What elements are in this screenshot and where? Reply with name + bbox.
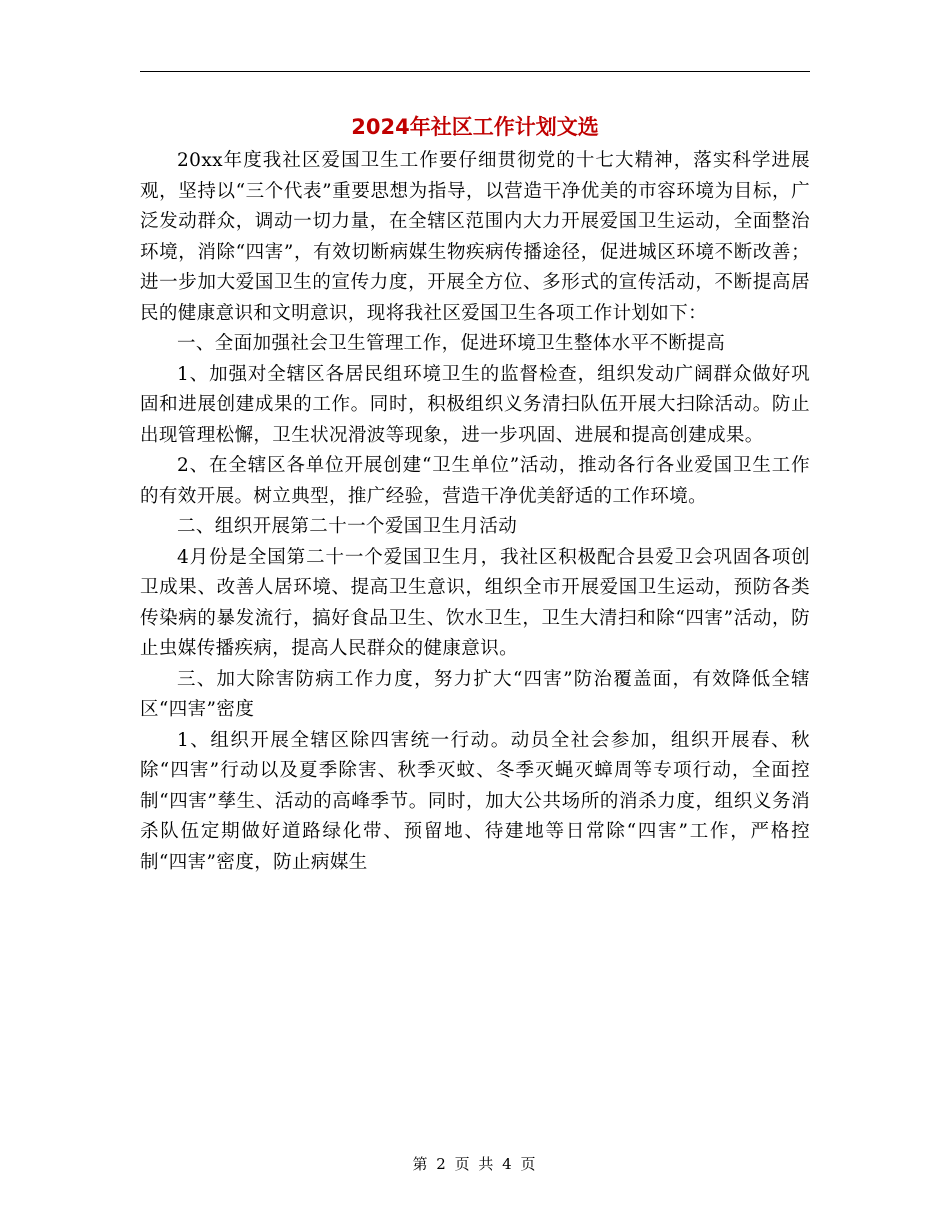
heading-section-2: 二、组织开展第二十一个爱国卫生月活动 [177, 516, 518, 537]
paragraph-item-1-2: 2、在全辖区各单位开展创建“卫生单位”活动，推动各行各业爱国卫生工作的有效开展。树立典型，推广经验，营造干净优美舒适的工作环境。 [140, 455, 810, 507]
heading-section-3: 三、加大除害防病工作力度，努力扩大“四害”防治覆盖面，有效降低全辖区“四害”密度 [140, 668, 810, 720]
document-title: 2024年社区工作计划文选 [351, 115, 599, 139]
heading-section-1: 一、全面加强社会卫生管理工作，促进环境卫生整体水平不断提高 [177, 333, 726, 354]
header-rule [140, 71, 810, 72]
paragraph-item-3-1: 1、组织开展全辖区除四害统一行动。动员全社会参加，组织开展春、秋除“四害”行动以及夏季除害、秋季灭蚊、冬季灭蝇灭蟑周等专项行动，全面控制“四害”孳生、活动的高峰季节。同时，加大公共场所的消杀力度，组织义务消杀队伍定期做好道路绿化带、预留地、待建地等日常除“四害”工作，严格控制“四害”密度，防止病媒生 [140, 729, 810, 873]
paragraph-section-2: 4月份是全国第二十一个爱国卫生月，我社区积极配合县爱卫会巩固各项创卫成果、改善人居环境、提高卫生意识，组织全市开展爱国卫生运动，预防各类传染病的暴发流行，搞好食品卫生、饮水卫生，卫生大清扫和除“四害”活动，防止虫媒传播疾病，提高人民群众的健康意识。 [140, 546, 810, 659]
paragraph-item-1-1: 1、加强对全辖区各居民组环境卫生的监督检查，组织发动广阔群众做好巩固和进展创建成果的工作。同时，积极组织义务清扫队伍开展大扫除活动。防止出现管理松懈，卫生状况滑波等现象，进一步巩固、进展和提高创建成果。 [140, 363, 810, 446]
document-body [140, 146, 810, 878]
page-number: 第 2 页 共 4 页 [412, 1155, 538, 1173]
paragraph-intro: 20xx年度我社区爱国卫生工作要仔细贯彻党的十七大精神，落实科学进展观，坚持以“三个代表”重要思想为指导，以营造干净优美的市容环境为目标，广泛发动群众，调动一切力量，在全辖区范围内大力开展爱国卫生运动，全面整治环境，消除“四害”，有效切断病媒生物疾病传播途径，促进城区环境不断改善；进一步加大爱国卫生的宣传力度，开展全方位、多形式的宣传活动，不断提高居民的健康意识和文明意识，现将我社区爱国卫生各项工作计划如下： [140, 150, 810, 324]
